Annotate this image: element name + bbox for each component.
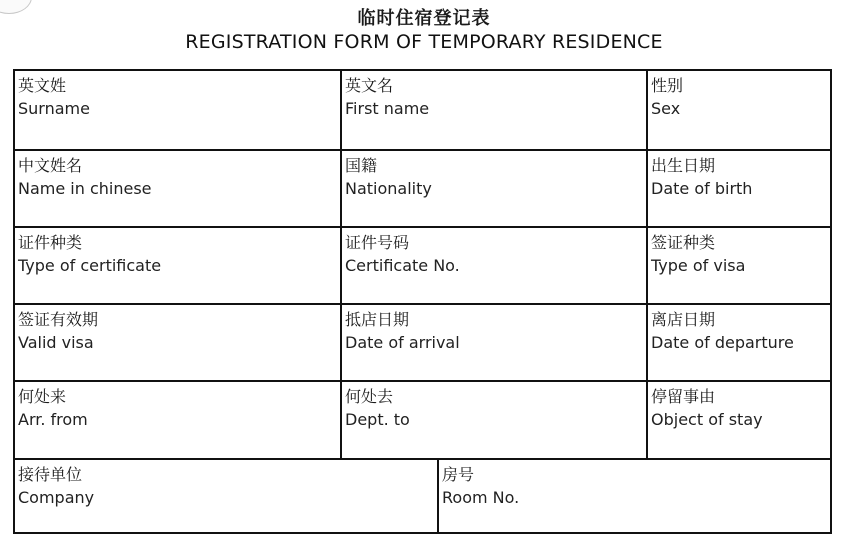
field-label-cn: 出生日期 [651,156,716,175]
form-row-travel [15,380,830,458]
field-room-no[interactable] [437,460,830,532]
field-label-cn: 停留事由 [651,387,716,406]
form-row-identity [15,149,830,226]
field-label-en: Date of arrival [345,333,460,352]
field-arr-from[interactable] [15,382,340,458]
form-row-company [15,458,830,532]
field-label-en: Room No. [442,488,520,507]
field-date-of-departure[interactable] [646,305,830,380]
field-label-en: Type of visa [651,256,746,275]
field-label-cn: 抵店日期 [345,310,410,329]
field-date-of-birth[interactable] [646,151,830,226]
field-label-cn: 中文姓名 [18,156,83,175]
form-title-english: REGISTRATION FORM OF TEMPORARY RESIDENCE [185,31,663,53]
field-type-of-visa[interactable] [646,228,830,303]
field-label-en: Date of departure [651,333,794,352]
field-label-cn: 英文名 [345,76,394,95]
field-name-in-chinese[interactable] [15,151,340,226]
field-label-en: Certificate No. [345,256,460,275]
field-label-en: Object of stay [651,410,763,429]
field-label-cn: 何处去 [345,387,394,406]
field-label-cn: 性别 [651,76,684,95]
field-label-cn: 签证种类 [651,233,716,252]
field-label-cn: 接待单位 [18,465,83,484]
field-label-cn: 房号 [442,465,475,484]
field-first-name[interactable] [340,71,646,149]
field-label-en: Arr. from [18,410,88,429]
field-date-of-arrival[interactable] [340,305,646,380]
field-surname[interactable] [15,71,340,149]
field-type-of-certificate[interactable] [15,228,340,303]
field-company[interactable] [15,460,437,532]
form-row-dates [15,303,830,380]
field-label-cn: 签证有效期 [18,310,99,329]
field-label-cn: 国籍 [345,156,378,175]
field-dept-to[interactable] [340,382,646,458]
field-label-cn: 证件号码 [345,233,410,252]
registration-form-table [13,69,832,534]
field-object-of-stay[interactable] [646,382,830,458]
field-label-cn: 英文姓 [18,76,67,95]
field-label-en: First name [345,99,430,118]
field-label-en: Valid visa [18,333,94,352]
field-label-cn: 证件种类 [18,233,83,252]
field-valid-visa[interactable] [15,305,340,380]
form-row-certificate [15,226,830,303]
field-certificate-no[interactable] [340,228,646,303]
field-nationality[interactable] [340,151,646,226]
field-label-en: Type of certificate [18,256,162,275]
field-label-cn: 离店日期 [651,310,716,329]
field-label-en: Surname [18,99,90,118]
field-label-en: Sex [651,99,681,118]
field-label-cn: 何处来 [18,387,67,406]
form-title-chinese: 临时住宿登记表 [357,8,491,29]
form-row-name [15,71,830,149]
field-label-en: Name in chinese [18,179,152,198]
field-label-en: Dept. to [345,410,410,429]
field-sex[interactable] [646,71,830,149]
field-label-en: Company [18,488,95,507]
field-label-en: Nationality [345,179,432,198]
field-label-en: Date of birth [651,179,753,198]
